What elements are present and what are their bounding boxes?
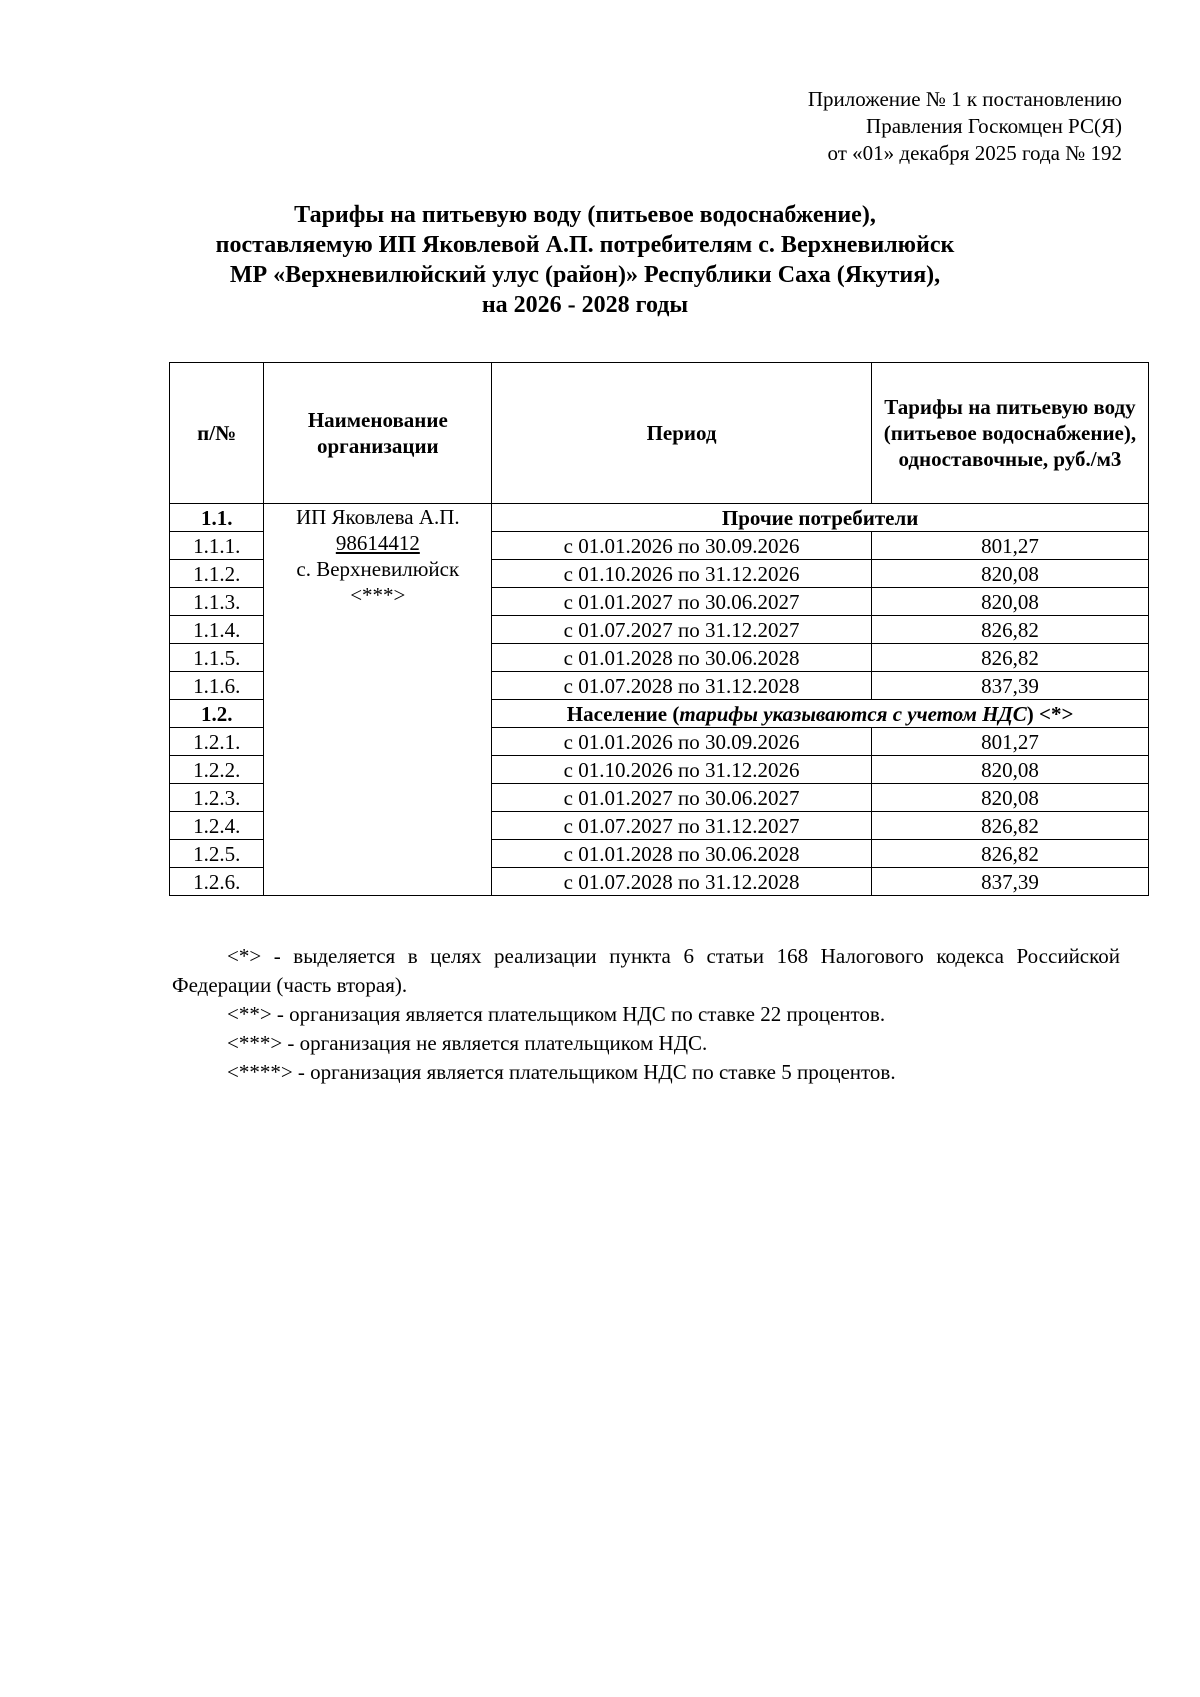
row-num: 1.2.5.: [170, 840, 264, 868]
footnote-2: <**> - организация является плательщиком НДС по ставке 22 процентов.: [227, 1002, 886, 1026]
row-num: 1.1.4.: [170, 616, 264, 644]
row-period: с 01.07.2027 по 31.12.2027: [492, 812, 872, 840]
row-num: 1.2.1.: [170, 728, 264, 756]
row-num: 1.1.2.: [170, 560, 264, 588]
row-num: 1.2.6.: [170, 868, 264, 896]
row-value: 820,08: [871, 756, 1148, 784]
appendix-line-3: от «01» декабря 2025 года № 192: [827, 141, 1122, 165]
group-label-tail: ) <*>: [1026, 701, 1074, 726]
title-line-1: Тарифы на питьевую воду (питьевое водоснабжение),: [294, 202, 876, 228]
group-row-1: [170, 504, 1149, 532]
row-period: с 01.10.2026 по 31.12.2026: [492, 560, 872, 588]
group-label: [492, 700, 1149, 728]
appendix-header: [808, 86, 1122, 167]
title-line-4: на 2026 - 2028 годы: [481, 292, 689, 318]
row-value: 820,08: [871, 588, 1148, 616]
row-value: 801,27: [871, 532, 1148, 560]
group-label-italic: тарифы указываются с учетом НДС: [679, 701, 1027, 726]
row-value: 826,82: [871, 840, 1148, 868]
row-num: 1.2.3.: [170, 784, 264, 812]
row-value: 826,82: [871, 644, 1148, 672]
row-period: с 01.01.2026 по 30.09.2026: [492, 532, 872, 560]
tariffs-table: [169, 362, 1149, 896]
row-num: 1.2.4.: [170, 812, 264, 840]
row-value: 801,27: [871, 728, 1148, 756]
header-num: п/№: [170, 363, 264, 504]
row-num: 1.1.1.: [170, 532, 264, 560]
title-line-2: поставляемую ИП Яковлевой А.П. потребителям с. Верхневилюйск: [215, 232, 955, 258]
footnotes: [172, 942, 1120, 1087]
row-period: с 01.01.2027 по 30.06.2027: [492, 784, 872, 812]
row-value: 837,39: [871, 868, 1148, 896]
row-period: с 01.01.2026 по 30.09.2026: [492, 728, 872, 756]
header-period: Период: [492, 363, 872, 504]
table-header-row: [170, 363, 1149, 504]
row-value: 820,08: [871, 560, 1148, 588]
group-num: 1.1.: [170, 504, 264, 532]
organization-place: с. Верхневилюйск: [296, 557, 460, 581]
row-value: 820,08: [871, 784, 1148, 812]
row-num: 1.2.2.: [170, 756, 264, 784]
footnote-3: <***> - организация не является плательщиком НДС.: [227, 1031, 708, 1055]
organization-code: 98614412: [335, 531, 420, 555]
title-line-3: МР «Верхневилюйский улус (район)» Республики Саха (Якутия),: [229, 262, 941, 288]
row-period: с 01.01.2028 по 30.06.2028: [492, 644, 872, 672]
row-period: с 01.01.2028 по 30.06.2028: [492, 840, 872, 868]
row-period: с 01.01.2027 по 30.06.2027: [492, 588, 872, 616]
header-tariff: Тарифы на питьевую воду (питьевое водоснабжение), одноставочные, руб./м3: [871, 363, 1148, 504]
row-value: 826,82: [871, 812, 1148, 840]
row-period: с 01.07.2028 по 31.12.2028: [492, 672, 872, 700]
organization-cell: [264, 504, 492, 896]
group-label-main: Население (: [566, 701, 680, 726]
row-period: с 01.07.2027 по 31.12.2027: [492, 616, 872, 644]
footnote-1: <*> - выделяется в целях реализации пункта 6 статьи 168 Налогового кодекса Российской Федерации (часть вторая).: [172, 944, 1120, 997]
row-num: 1.1.6.: [170, 672, 264, 700]
row-num: 1.1.3.: [170, 588, 264, 616]
row-value: 826,82: [871, 616, 1148, 644]
appendix-line-1: Приложение № 1 к постановлению: [807, 87, 1122, 111]
appendix-line-2: Правления Госкомцен РС(Я): [866, 114, 1122, 138]
row-num: 1.1.5.: [170, 644, 264, 672]
group-num: 1.2.: [170, 700, 264, 728]
row-period: с 01.10.2026 по 31.12.2026: [492, 756, 872, 784]
header-org: Наименование организации: [264, 363, 492, 504]
row-period: с 01.07.2028 по 31.12.2028: [492, 868, 872, 896]
footnote-4: <****> - организация является плательщиком НДС по ставке 5 процентов.: [227, 1060, 896, 1084]
group-label: Прочие потребители: [492, 504, 1149, 532]
document-title: [150, 200, 1020, 320]
row-value: 837,39: [871, 672, 1148, 700]
organization-note-mark: <***>: [350, 583, 406, 607]
organization-name: ИП Яковлева А.П.: [295, 505, 460, 529]
